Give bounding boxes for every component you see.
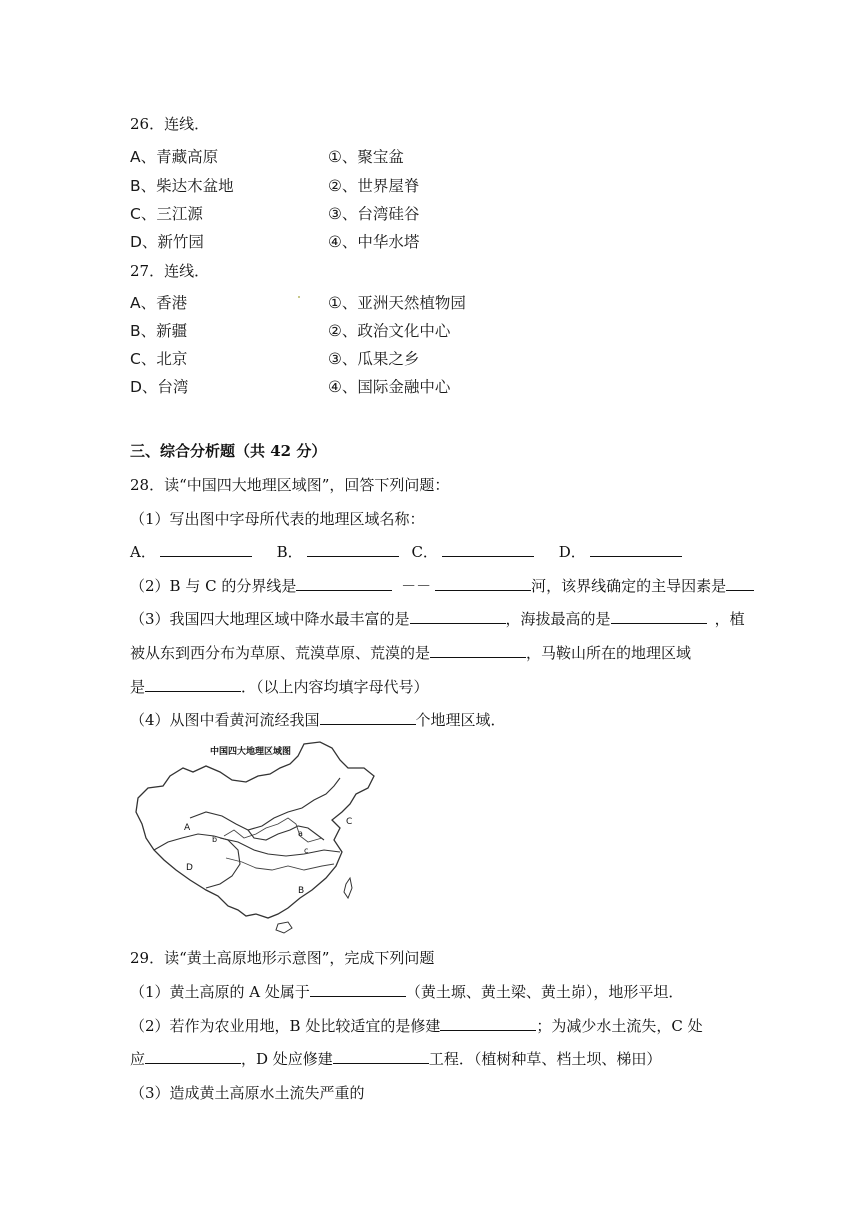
q28-p2: （2）B 与 C 的分界线是 －－ 河，该界线确定的主导因素是 — [130, 575, 754, 596]
q26-left-a: A、青藏高原 — [130, 148, 219, 166]
taiwan-island — [344, 878, 352, 898]
q29-p2-line2: 应 ，D 处应修建 工程．（植树种草、档土坝、梯田） — [130, 1050, 662, 1068]
q28-p3-line1: （3）我国四大地理区域中降水最丰富的是 ，海拔最高的是 ，植 — [130, 610, 745, 628]
q27-title: 27．连线． — [130, 262, 210, 280]
blank-rainfall[interactable] — [410, 609, 506, 624]
q29-intro: 29．读“黄土高原地形示意图”，完成下列问题 — [130, 949, 435, 967]
q26-left-b: B、柴达木盆地 — [130, 177, 234, 195]
blank-yellow-river[interactable] — [320, 710, 416, 725]
map-title: 中国四大地理区域图 — [210, 747, 292, 757]
blank-factor[interactable] — [726, 576, 754, 591]
blank-b[interactable] — [307, 542, 399, 557]
q27-left-c: C、北京 — [130, 350, 188, 368]
q29-p3: （3）造成黄土高原水土流失严重的 — [130, 1084, 365, 1102]
map-label-b: B — [298, 886, 305, 896]
q26-left-c: C、三江源 — [130, 205, 203, 223]
q26-right-3: ③、台湾硅谷 — [328, 205, 420, 223]
blank-loess-type[interactable] — [310, 982, 406, 997]
blank-vegetation[interactable] — [430, 643, 526, 658]
q26-right-2: ②、世界屋脊 — [328, 177, 420, 195]
q27-right-3: ③、瓜果之乡 — [328, 350, 420, 368]
blank-maanshan[interactable] — [145, 677, 241, 692]
q26-right-1: ①、聚宝盆 — [328, 148, 404, 166]
blank-d-location[interactable] — [333, 1049, 429, 1064]
blank-c[interactable] — [442, 542, 534, 557]
blank-boundary-mountain[interactable] — [296, 576, 392, 591]
yangtze-river — [226, 858, 334, 870]
q27-right-2: ②、政治文化中心 — [328, 322, 451, 340]
yellow-river — [224, 818, 322, 842]
scan-speck — [298, 296, 300, 298]
q28-p3-line2: 被从东到西分布为草原、荒漠草原、荒漠的是 ，马鞍山所在的地理区域 — [130, 644, 692, 662]
q26-left-d: D、新竹园 — [130, 233, 204, 251]
map-label-c: C — [346, 817, 353, 827]
q27-left-b: B、新疆 — [130, 322, 188, 340]
boundary-northwest — [190, 778, 340, 830]
china-map-svg — [128, 738, 383, 938]
china-regions-map — [128, 738, 383, 938]
boundary-qinghai-tibet — [154, 834, 240, 888]
q28-p4: （4）从图中看黄河流经我国 个地理区域． — [130, 711, 506, 729]
q28-intro: 28．读“中国四大地理区域图”，回答下列问题： — [130, 476, 450, 494]
section3-heading: 三、综合分析题（共 42 分） — [130, 442, 327, 460]
q26-right-4: ④、中华水塔 — [328, 233, 420, 251]
blank-altitude[interactable] — [611, 609, 707, 624]
map-label-d: D — [186, 863, 193, 873]
boundary-north — [248, 826, 324, 840]
q27-right-1: ①、亚洲天然植物园 — [328, 294, 466, 312]
q27-right-4: ④、国际金融中心 — [328, 378, 451, 396]
q27-left-a: A、香港 — [130, 294, 188, 312]
q29-p1: （1）黄土高原的 A 处属于 （黄土塬、黄土梁、黄土峁），地形平坦． — [130, 983, 684, 1001]
hainan-island — [276, 922, 292, 933]
q27-left-d: D、台湾 — [130, 378, 189, 396]
q26-title: 26．连线． — [130, 115, 210, 133]
blank-c-location[interactable] — [145, 1049, 241, 1064]
blank-a[interactable] — [160, 542, 252, 557]
blank-boundary-river[interactable] — [435, 576, 531, 591]
q28-p3-line3: 是 ．（以上内容均填字母代号） — [130, 678, 429, 696]
q28-p1-answers: A． B． C． D． — [130, 541, 682, 562]
map-label-small-b: b — [212, 835, 218, 844]
blank-d[interactable] — [590, 542, 682, 557]
blank-b-location[interactable] — [440, 1016, 536, 1031]
map-label-a: A — [184, 823, 191, 833]
q29-p2-line1: （2）若作为农业用地，B 处比较适宜的是修建 ；为减少水土流失，C 处 — [130, 1017, 703, 1035]
china-outline — [136, 742, 374, 918]
map-label-small-c: c — [304, 846, 309, 855]
map-label-small-a: a — [298, 829, 303, 838]
q28-p1: （1）写出图中字母所代表的地理区域名称： — [130, 510, 425, 528]
